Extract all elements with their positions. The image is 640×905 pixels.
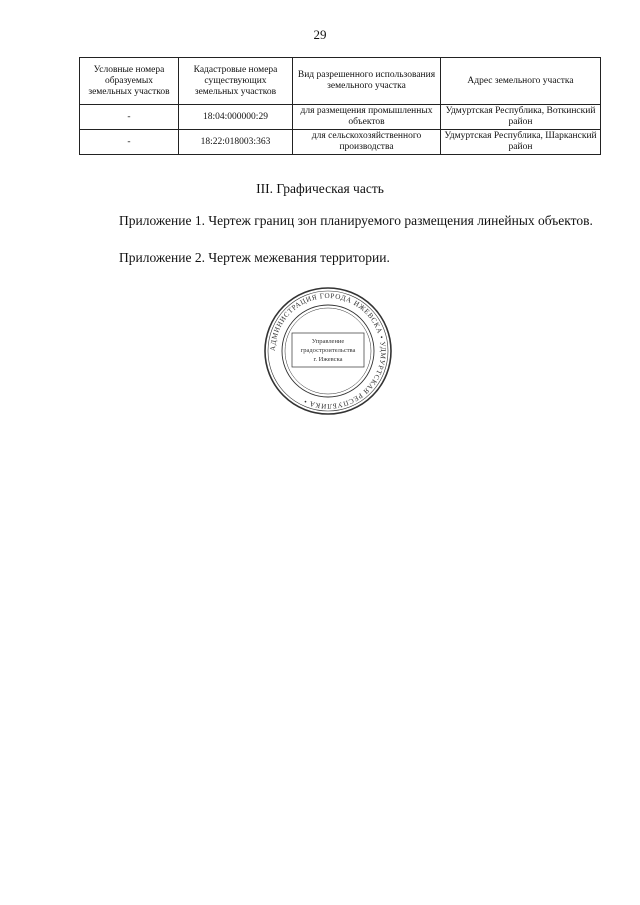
header-permitted-use: Вид разрешенного использования земельного участка <box>293 58 441 105</box>
seal-inner-line-3: г. Ижевска <box>313 356 343 363</box>
land-parcels-table <box>79 57 601 155</box>
appendix-1 <box>79 212 600 230</box>
cell-permitted-use: для сельскохозяйственного производства <box>293 130 441 155</box>
header-address: Адрес земельного участка <box>441 58 601 105</box>
seal-ring-text: АДМИНИСТРАЦИЯ ГОРОДА ИЖЕВСКА • УДМУРТСКАЯ РЕСПУБЛИКА • <box>268 291 388 411</box>
table-header-row <box>80 58 601 105</box>
section-title: III. Графическая часть <box>256 181 384 196</box>
table-row <box>80 130 601 155</box>
seal-inner-line-2: градостроительства <box>300 347 356 354</box>
cell-cadastral-number: 18:04:000000:29 <box>179 105 293 130</box>
table-row <box>80 105 601 130</box>
cell-conditional-number: - <box>80 105 179 130</box>
cell-permitted-use: для размещения промышленных объектов <box>293 105 441 130</box>
cell-conditional-number: - <box>80 130 179 155</box>
seal-inner-line-1: Управление <box>311 338 345 345</box>
appendix-2 <box>79 249 600 267</box>
header-conditional-numbers: Условные номера образуемых земельных участков <box>80 58 179 105</box>
appendix-2-text: Приложение 2. Чертеж межевания территории. <box>119 250 390 265</box>
official-seal-stamp <box>262 285 394 417</box>
page-number: 29 <box>313 27 327 42</box>
cell-cadastral-number: 18:22:018003:363 <box>179 130 293 155</box>
header-cadastral-numbers: Кадастровые номера существующих земельных участков <box>179 58 293 105</box>
appendix-1-text: Приложение 1. Чертеж границ зон планируемого размещения линейных объектов. <box>119 213 593 228</box>
cell-address: Удмуртская Республика, Воткинский район <box>441 105 601 130</box>
cell-address: Удмуртская Республика, Шарканский район <box>441 130 601 155</box>
